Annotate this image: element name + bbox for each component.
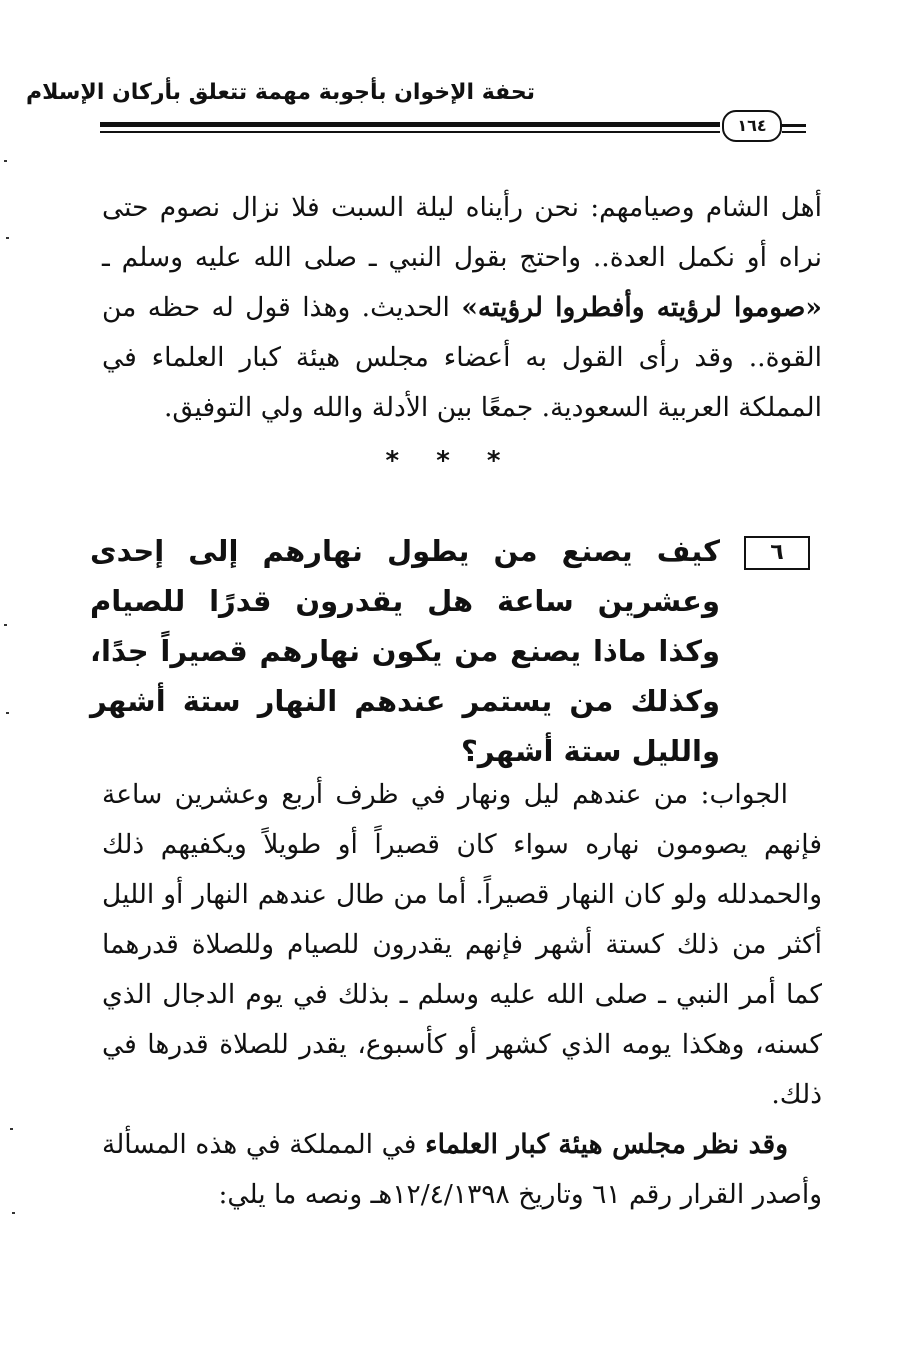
council-name: وقد نظر مجلس هيئة كبار العلماء xyxy=(425,1129,789,1160)
running-title: تحفة الإخوان بأجوبة مهمة تتعلق بأركان الإسلام xyxy=(25,80,535,105)
hadith-quote: «صوموا لرؤيته وأفطروا لرؤيته» xyxy=(461,292,822,323)
answer-text: الجواب: من عندهم ليل ونهار في ظرف أربع وعشرين ساعة فإنهم يصومون نهاره سواء كان قصيراً أو طويلاً ويكفيهم ذلك والحمدلله ولو كان النهار قصيراً. أما من طال عندهم النهار أو الليل أكثر من ذلك كستة أشهر فإنهم يقدرون للصيام وللصلاة قدرهما كما أمر النبي ـ صلى الله عليه وسلم ـ بذلك في يوم الدجال الذي كسنه، وهكذا يومه الذي كشهر أو كأسبوع، يقدر للصلاة قدرها في ذلك. xyxy=(102,779,822,1110)
scan-speck xyxy=(10,1128,13,1130)
scan-speck xyxy=(6,237,9,239)
scan-speck xyxy=(12,1212,15,1214)
decision-text: في المملكة في هذه المسألة وأصدر القرار رقم ٦١ وتاريخ ١٢/٤/١٣٩٨هـ ونصه ما يلي: xyxy=(102,1129,822,1210)
question-number-box: ٦ xyxy=(744,536,810,570)
section-separator: * * * xyxy=(385,446,515,476)
paragraph-text-a: أهل الشام وصيامهم: نحن رأيناه ليلة السبت فلا نزال نصوم حتى نراه أو نكمل العدة.. واحتج بقول النبي ـ صلى الله عليه وسلم ـ xyxy=(102,192,822,273)
page-number: ١٦٤ xyxy=(722,110,782,142)
header-rule-right xyxy=(782,124,806,127)
scan-speck xyxy=(4,160,7,162)
header-rule-right-thin xyxy=(782,131,806,133)
header-rule-thick xyxy=(100,122,720,127)
paragraph-continuation xyxy=(102,183,822,433)
decision-paragraph xyxy=(102,1120,822,1220)
scan-speck xyxy=(4,624,7,626)
question-heading: كيف يصنع من يطول نهارهم إلى إحدى وعشرين ساعة هل يقدرون قدرًا للصيام وكذا ماذا يصنع من يكون نهارهم قصيراً جدًا، وكذلك من يستمر عندهم النهار ستة أشهر والليل ستة أشهر؟ xyxy=(90,534,720,768)
paragraph-text-b: الحديث. وهذا قول له حظه من القوة.. وقد رأى القول به أعضاء مجلس هيئة كبار العلماء في المملكة العربية السعودية. جمعًا بين الأدلة والله ولي التوفيق. xyxy=(102,292,822,423)
answer-paragraph xyxy=(102,770,822,1120)
header-rule-thin xyxy=(100,131,720,133)
scan-speck xyxy=(6,712,9,714)
